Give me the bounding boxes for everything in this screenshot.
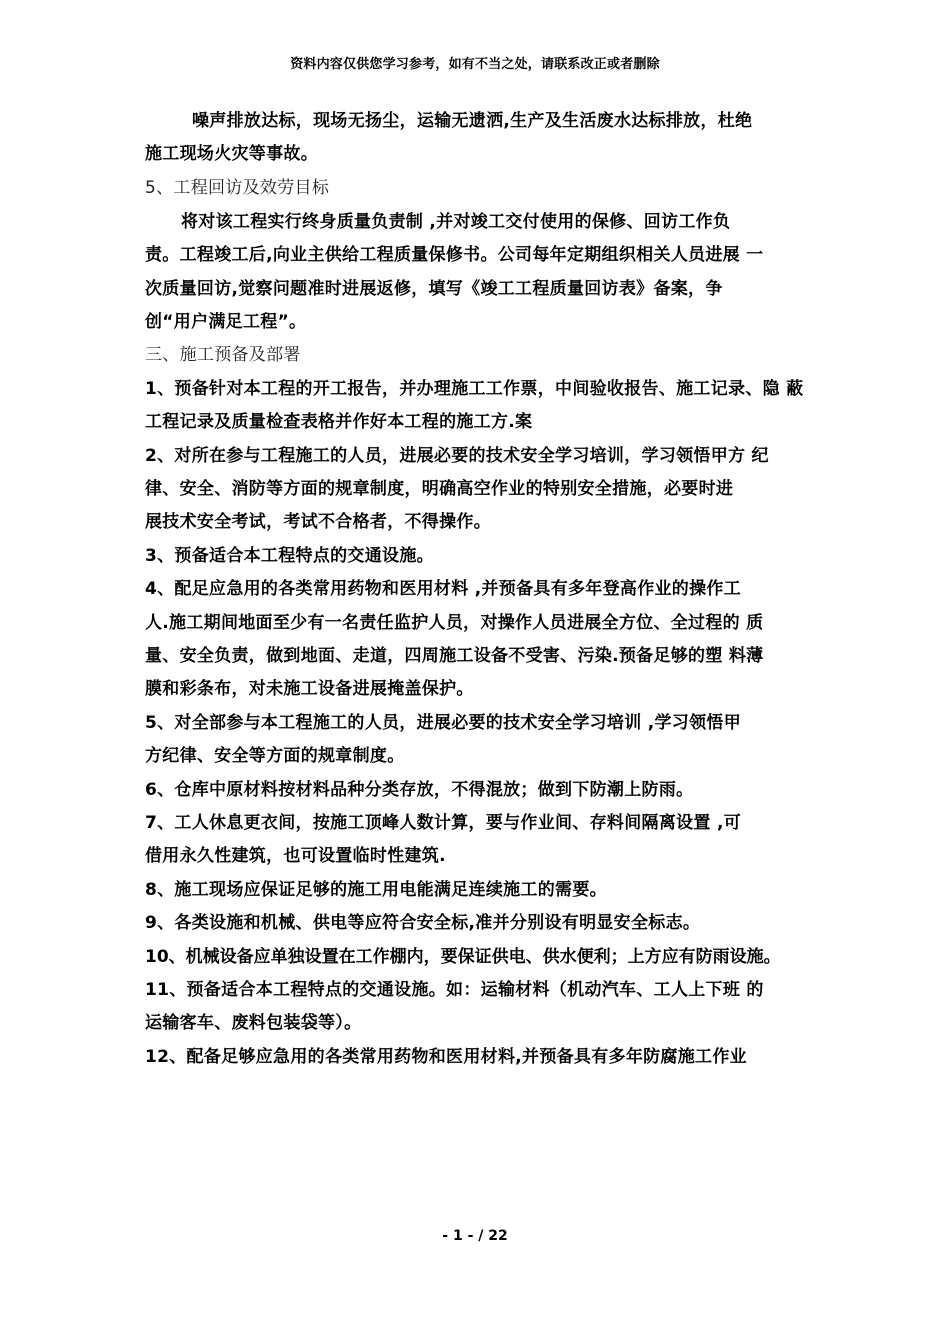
body-line: 2、对所在参与工程施工的人员，进展必要的技术安全学习培训，学习领悟甲方 纪 — [145, 446, 769, 466]
body-line: 创“用户满足工程”。 — [145, 312, 307, 332]
body-line: 展技术安全考试，考试不合格者，不得操作。 — [145, 512, 491, 532]
section-heading: 5、工程回访及效劳目标 — [145, 178, 330, 198]
body-line: 3、预备适合本工程特点的交通设施。 — [145, 546, 434, 566]
body-line: 方纪律、安全等方面的规章制度。 — [145, 746, 405, 766]
page-number: - 1 - / 22 — [442, 1228, 508, 1244]
body-line: 7、工人休息更衣间，按施工顶峰人数计算，要与作业间、存料间隔离设置 ,可 — [145, 813, 742, 833]
body-line: 10、机械设备应单独设置在工作棚内，要保证供电、供水便利；上方应有防雨设施。 — [145, 947, 781, 967]
body-line: 1、预备针对本工程的开工报告，并办理施工工作票，中间验收报告、施工记录、隐 蔽 — [145, 379, 804, 399]
body-line: 5、对全部参与本工程施工的人员，进展必要的技术安全学习培训 ,学习领悟甲 — [145, 713, 742, 733]
section-heading: 三、施工预备及部署 — [145, 345, 301, 365]
body-line: 膜和彩条布，对未施工设备进展掩盖保护。 — [145, 679, 474, 699]
body-line: 人.施工期间地面至少有一名责任监护人员，对操作人员进展全方位、全过程的 质 — [145, 613, 764, 633]
body-line: 9、各类设施和机械、供电等应符合安全标,准并分别设有明显安全标志。 — [145, 913, 701, 933]
body-line: 施工现场火灾等事故。 — [145, 144, 318, 164]
body-line: 8、施工现场应保证足够的施工用电能满足连续施工的需要。 — [145, 880, 607, 900]
body-line: 工程记录及质量检查表格并作好本工程的施工方.案 — [145, 412, 533, 432]
body-line: 责。工程竣工后,向业主供给工程质量保修书。公司每年定期组织相关人员进展 一 — [145, 245, 764, 265]
body-line: 12、配备足够应急用的各类常用药物和医用材料,并预备具有多年防腐施工作业 — [145, 1047, 747, 1067]
body-line: 量、安全负责，做到地面、走道，四周施工设备不受害、污染.预备足够的塑 料薄 — [145, 646, 764, 666]
body-line: 噪声排放达标，现场无扬尘，运输无遗洒,生产及生活废水达标排放，杜绝 — [192, 111, 753, 131]
body-line: 11、预备适合本工程特点的交通设施。如：运输材料（机动汽车、工人上下班 的 — [145, 980, 764, 1000]
body-line: 次质量回访,觉察问题准时进展返修，填写《竣工工程质量回访表》备案，争 — [145, 279, 723, 299]
body-line: 运输客车、废料包装袋等）。 — [145, 1013, 362, 1033]
body-line: 将对该工程实行终身质量负责制 ,并对竣工交付使用的保修、回访工作负 — [181, 212, 731, 232]
body-line: 律、安全、消防等方面的规章制度，明确高空作业的特别安全措施，必要时进 — [145, 479, 734, 499]
header-notice: 资料内容仅供您学习参考，如有不当之处，请联系改正或者删除 — [290, 57, 660, 72]
body-line: 4、配足应急用的各类常用药物和医用材料 ,并预备具有多年登高作业的操作工 — [145, 579, 742, 599]
body-line: 借用永久性建筑，也可设置临时性建筑. — [145, 846, 446, 866]
body-line: 6、仓库中原材料按材料品种分类存放，不得混放；做到下防潮上防雨。 — [145, 780, 694, 800]
